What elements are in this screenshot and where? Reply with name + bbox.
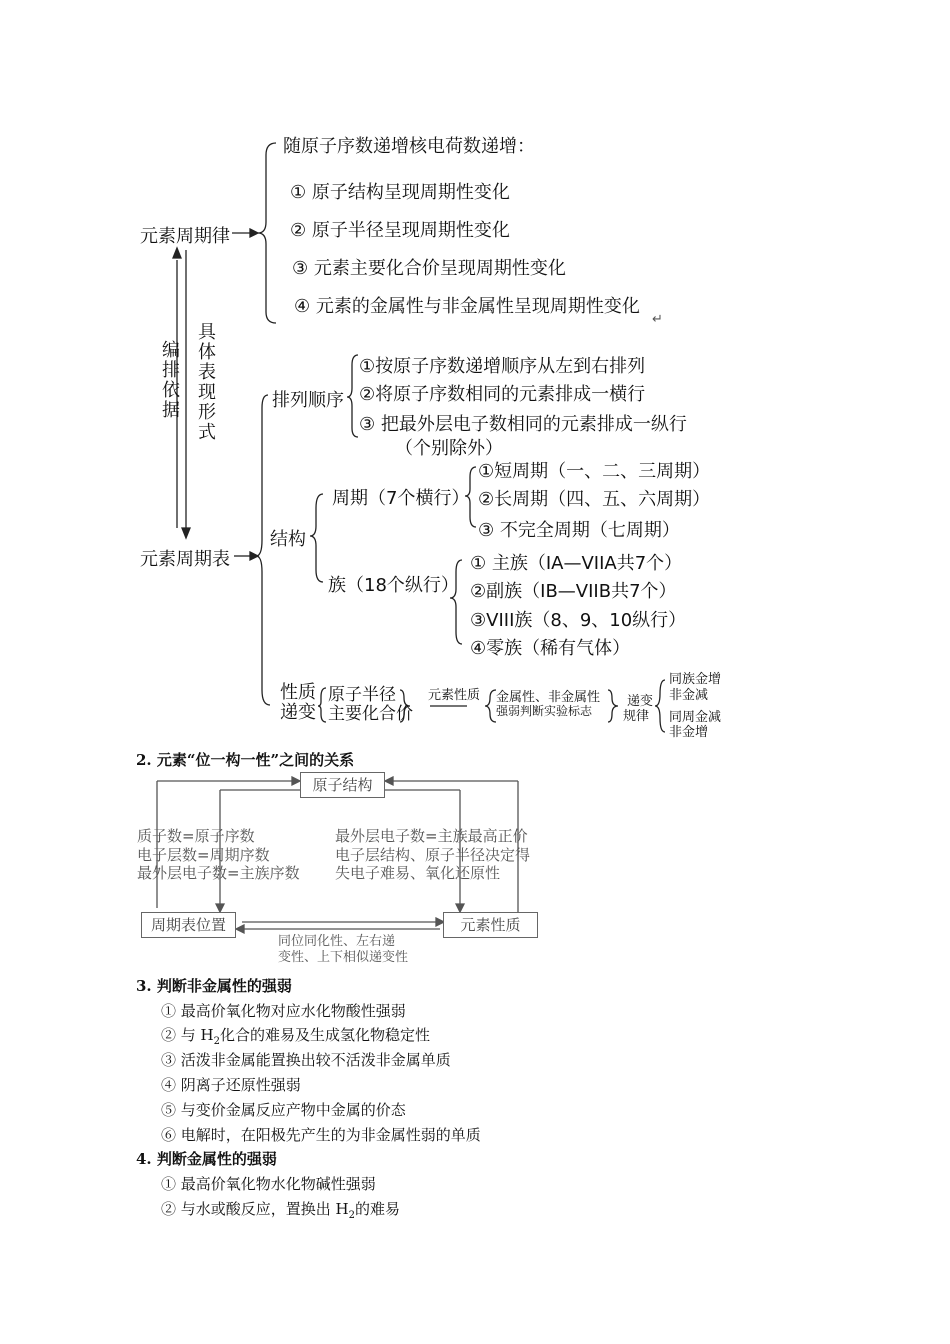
nonmetal-item-6: ⑥ 电解时，在阳极先产生的为非金属性弱的单质 (161, 1126, 481, 1144)
law-item-1: ① 原子结构呈现周期性变化 (290, 182, 510, 203)
period-item-3: ③ 不完全周期（七周期） (478, 520, 680, 541)
trend-1b: 非金减 (669, 688, 709, 703)
bottom-relation-2: 变性、上下相似递变性 (278, 950, 409, 965)
bottom-relation-1: 同位同化性、左右递 (278, 934, 396, 949)
label-manifestation: 具体表现形式 (195, 322, 216, 442)
element-property: 元素性质 (428, 688, 481, 703)
law-item-2: ② 原子半径呈现周期性变化 (290, 220, 510, 241)
section2-title: 2. 元素“位一构一性”之间的关系 (136, 751, 355, 769)
left-relation-2: 电子层数=周期序数 (137, 846, 270, 864)
metal-item-2: ② 与水或酸反应，置换出 $H_2$的难易 (161, 1200, 401, 1221)
order-item-3: ③ 把最外层电子数相同的元素排成一纵行 (359, 414, 687, 435)
group-item-2: ②副族（IB—VIIB共7个） (470, 581, 677, 602)
property-sub-1: 原子半径 (328, 685, 396, 705)
left-relation-3: 最外层电子数=主族序数 (137, 864, 300, 882)
property-sub-2: 主要化合价 (328, 704, 413, 724)
order-label: 排列顺序 (272, 390, 344, 411)
section3-title: 3. 判断非金属性的强弱 (136, 977, 292, 995)
box-element-property: 元素性质 (443, 912, 538, 938)
box-atomic-structure: 原子结构 (300, 772, 385, 798)
nonmetal-item-4: ④ 阴离子还原性强弱 (161, 1076, 301, 1094)
property-label-1: 性质 (280, 682, 316, 703)
paragraph-mark: ↵ (652, 312, 663, 327)
trend-1a: 同族金增 (669, 672, 722, 687)
law-intro: 随原子序数递增核电荷数递增： (283, 136, 535, 157)
nonmetal-item-1: ① 最高价氧化物对应水化物酸性强弱 (161, 1002, 406, 1020)
period-item-2: ②长周期（四、五、六周期） (478, 489, 711, 510)
metal-item-1: ① 最高价氧化物水化物碱性强弱 (161, 1175, 376, 1193)
structure-label: 结构 (270, 529, 306, 550)
rule-line-1: 递变 (627, 694, 654, 709)
law-item-4: ④ 元素的金属性与非金属性呈现周期性变化 (294, 296, 640, 317)
box-table-position: 周期表位置 (141, 912, 236, 938)
property-label-2: 递变 (280, 702, 316, 723)
group-label: 族（18个纵行） (328, 575, 459, 596)
root-periodic-table: 元素周期表 (140, 549, 230, 570)
right-relation-2: 电子层结构、原子半径决定得 (335, 846, 531, 864)
trend-2b: 非金增 (669, 725, 709, 740)
right-relation-3: 失电子难易、氧化还原性 (335, 864, 501, 882)
rule-line-2: 规律 (623, 709, 650, 724)
period-item-1: ①短周期（一、二、三周期） (478, 461, 711, 482)
order-item-3-note: （个别除外） (395, 438, 503, 459)
order-item-2: ②将原子序数相同的元素排成一横行 (359, 384, 646, 405)
label-arrangement-basis: 编排依据 (159, 340, 180, 420)
nonmetal-item-5: ⑤ 与变价金属反应产物中金属的价态 (161, 1101, 406, 1119)
judge-line-2: 强弱判断实验标志 (496, 704, 593, 718)
nonmetal-item-2: ② 与 $H_2$化合的难易及生成氢化物稳定性 (161, 1026, 431, 1047)
law-item-3: ③ 元素主要化合价呈现周期性变化 (292, 258, 566, 279)
nonmetal-item-3: ③ 活泼非金属能置换出较不活泼非金属单质 (161, 1051, 451, 1069)
judge-line-1: 金属性、非金属性 (496, 690, 601, 705)
trend-2a: 同周金减 (669, 710, 722, 725)
section4-title: 4. 判断金属性的强弱 (136, 1150, 277, 1168)
group-item-3: ③VIII族（8、9、10纵行） (470, 610, 687, 631)
group-item-4: ④零族（稀有气体） (470, 638, 631, 659)
root-periodic-law: 元素周期律 (140, 226, 230, 247)
order-item-1: ①按原子序数递增顺序从左到右排列 (359, 356, 646, 377)
period-label: 周期（7个横行） (332, 488, 470, 509)
left-relation-1: 质子数=原子序数 (137, 827, 255, 845)
group-item-1: ① 主族（IA—VIIA共7个） (470, 553, 683, 574)
right-relation-1: 最外层电子数=主族最高正价 (335, 827, 528, 845)
